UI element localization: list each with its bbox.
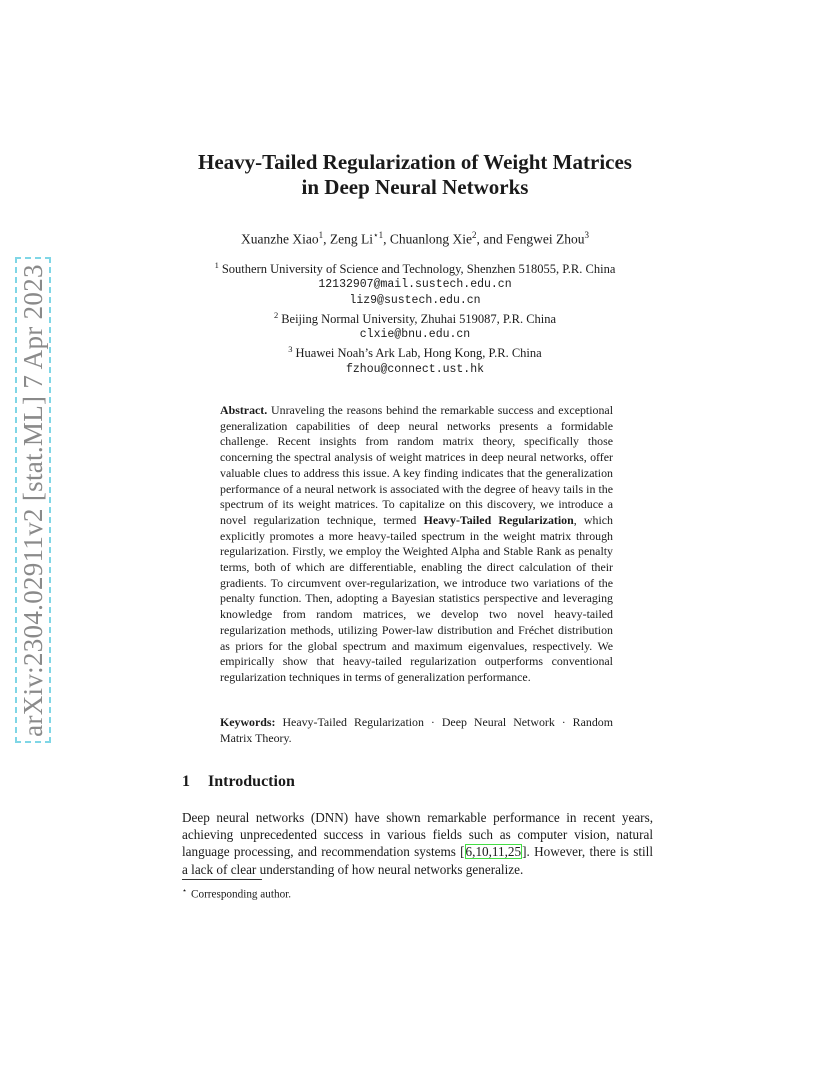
affiliation-sup: 2	[273, 309, 279, 320]
affiliation-2	[160, 308, 670, 327]
author-list	[160, 230, 670, 248]
email-link[interactable]: clxie@bnu.edu.cn	[359, 328, 471, 342]
email-link[interactable]: fzhou@connect.ust.hk	[345, 362, 485, 376]
author-separator: , and	[476, 231, 507, 247]
author-sup: 3	[584, 230, 589, 240]
author-name: Fengwei Zhou	[506, 231, 585, 247]
title-line-1: Heavy-Tailed Regularization of Weight Matrices	[198, 150, 632, 174]
intro-paragraph	[182, 809, 653, 878]
affiliation-name: Southern University of Science and Technology, Shenzhen 518055, P.R. China	[221, 262, 616, 277]
intro-text-b: ]. However, there is still a lack of clear understanding of how neural networks generalize.	[182, 844, 653, 877]
author-sup: ⋆1	[372, 230, 384, 240]
section-heading	[182, 773, 295, 791]
abstract	[220, 403, 613, 686]
footnote-rule	[182, 879, 262, 880]
section-title: Introduction	[208, 773, 295, 790]
author-name: Zeng Li	[329, 231, 373, 247]
author-separator: ,	[323, 231, 330, 247]
affiliation-sup: 3	[288, 344, 293, 355]
affiliation-name: Huawei Noah’s Ark Lab, Hong Kong, P.R. China	[295, 346, 542, 361]
author-separator: ,	[383, 231, 390, 247]
abstract-text-b: , which explicitly promotes a more heavy-tailed spectrum in the weight matrix through regularization. Firstly, we employ the Weighted Alpha and Stable Rank as penalty terms, both of which are differentiable, enabling the direct calculation of their gradients. To circumvent over-regularization, we introduce two variations of the penalty function. Then, adopting a Bayesian statistics perspective and leveraging knowledge from random matrices, we develop two novel heavy-tailed regularization methods, utilizing Power-law distribution and Fréchet distribution as priors for the global spectrum and maximum eigenvalues, respectively. We empirically show that heavy-tailed regularization outperforms conventional regularization techniques in terms of generalization performance.	[220, 512, 613, 684]
affiliation-sup: 1	[214, 260, 219, 270]
email-link[interactable]: 12132907@mail.sustech.edu.cn	[318, 278, 512, 292]
intro-text-a: Deep neural networks (DNN) have shown remarkable performance in recent years, achieving unprecedented success in various fields such as computer vision, natural language processing, and recommendation systems [	[182, 810, 653, 860]
abstract-label: Abstract.	[220, 403, 268, 417]
footnote	[182, 886, 291, 901]
section-number: 1	[182, 773, 190, 790]
footnote-text: Corresponding author.	[191, 888, 292, 901]
arxiv-stamp-text: arXiv:2304.02911v2 [stat.ML] 7 Apr 2023	[17, 263, 48, 737]
paper-title	[160, 150, 670, 200]
arxiv-stamp[interactable]	[15, 257, 51, 743]
author-sup: 1	[318, 230, 324, 240]
author-name: Xuanzhe Xiao	[241, 231, 319, 247]
keywords-text: Heavy-Tailed Regularization · Deep Neural Network · Random Matrix Theory.	[220, 715, 613, 745]
author-sup: 2	[471, 230, 477, 240]
keywords-label: Keywords:	[220, 715, 276, 729]
title-line-2: in Deep Neural Networks	[301, 175, 529, 199]
keywords	[220, 715, 613, 746]
author-name: Chuanlong Xie	[389, 231, 472, 247]
citation-link[interactable]: 6,10,11,25	[465, 844, 522, 860]
abstract-text-a: Unraveling the reasons behind the remarkable success and exceptional generalization capabilities of deep neural networks presents a formidable challenge. Recent insights from random matrix theory, specifically those concerning the spectral analysis of weight matrices in deep neural networks, offer valuable clues to address this issue. A key finding indicates that the generalization performance of a neural network is associated with the degree of heavy tails in the spectrum of its weight matrices. To capitalize on this discovery, we introduce a novel regularization technique, termed	[220, 403, 613, 527]
abstract-bold-term: Heavy-Tailed Regularization	[423, 512, 574, 527]
affiliation-block	[160, 258, 670, 377]
footnote-mark: ⋆	[182, 886, 188, 895]
affiliation-3	[160, 342, 670, 361]
affiliation-name: Beijing Normal University, Zhuhai 519087, P.R. China	[281, 311, 557, 326]
affiliation-1	[160, 258, 670, 277]
email-link[interactable]: liz9@sustech.edu.cn	[349, 293, 481, 307]
